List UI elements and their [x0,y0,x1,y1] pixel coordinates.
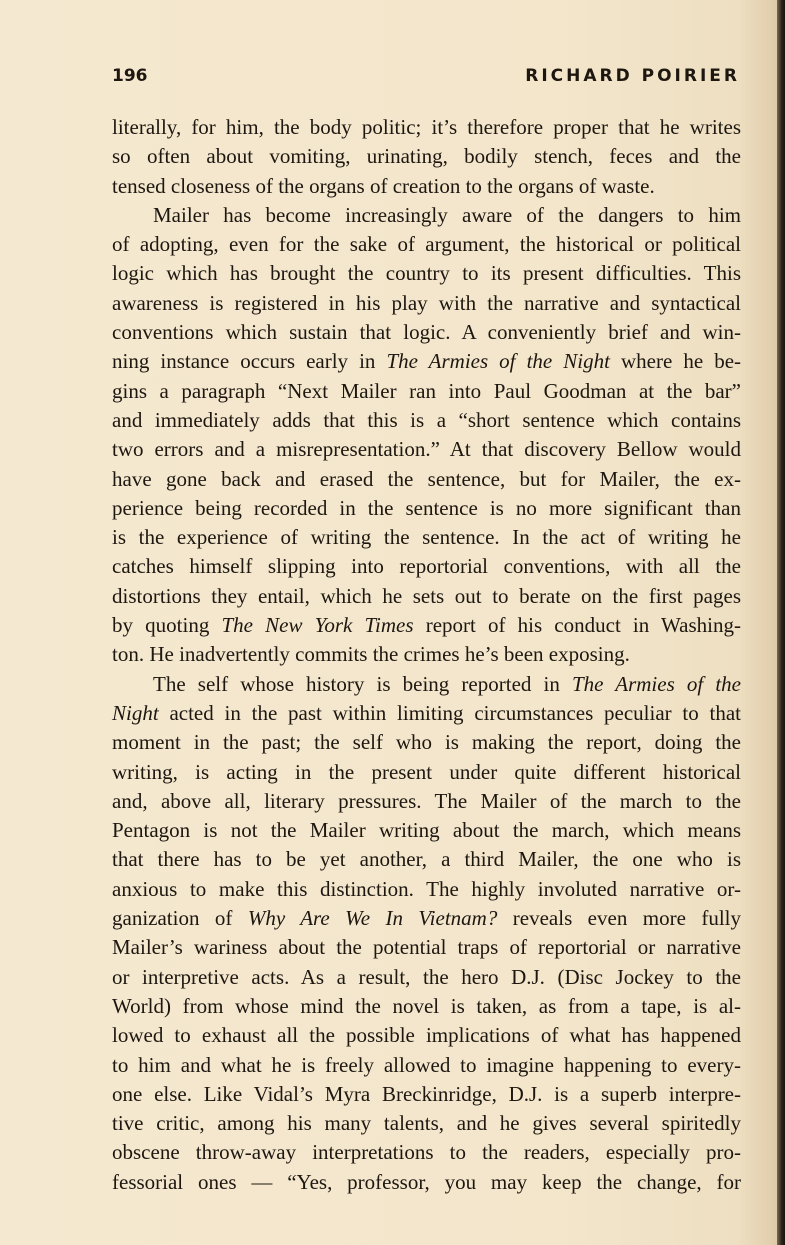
text-line: to him and what he is freely allowed to imagine happening to every- [112,1052,741,1077]
page-number: 196 [112,66,148,86]
text-run: report of his conduct in Washing- [413,613,742,638]
text-line: and immediately adds that this is a “short sentence which contains [112,407,741,432]
text-line: ton. He inadvertently commits the crimes he’s been exposing. [112,642,630,667]
book-title: Night [112,700,159,725]
text-line: that there has to be yet another, a third Mailer, the one who is [112,847,741,872]
text-line: anxious to make this distinction. The highly involuted narrative or- [112,876,741,901]
text-line [112,699,741,728]
text-line [112,670,741,699]
paragraph-3 [112,670,741,1197]
text-line: is the experience of writing the sentence. In the act of writing he [112,525,741,550]
text-line: fessorial ones — “Yes, professor, you may keep the change, for [112,1169,741,1194]
text-line: and, above all, literary pressures. The Mailer of the march to the [112,788,741,813]
paragraph-1 [112,113,741,201]
text-run: reveals even more fully [497,906,741,931]
text-line [112,904,741,933]
page-header [112,66,740,96]
text-line: catches himself slipping into reportorial conventions, with all the [112,554,741,579]
text-line: moment in the past; the self who is making the report, doing the [112,730,741,755]
text-run: ning instance occurs early in [112,349,387,374]
body-text [112,113,741,1197]
text-line: distortions they entail, which he sets out to berate on the first pages [112,583,741,608]
text-line: awareness is registered in his play with the narrative and syntactical [112,290,741,315]
newspaper-title: The New York Times [221,613,414,638]
text-line: logic which has brought the country to its present difficulties. This [112,261,741,286]
text-line: writing, is acting in the present under quite different historical [112,759,741,784]
text-line: or interpretive acts. As a result, the hero D.J. (Disc Jockey to the [112,964,741,989]
page-edge [777,0,785,1245]
book-title: The Armies of the Night [386,349,610,374]
text-line: tive critic, among his many talents, and he gives several spiritedly [112,1111,741,1136]
text-line: one else. Like Vidal’s Myra Breckinridge, D.J. is a superb interpre- [112,1081,741,1106]
text-run: The self whose history is being reported in [153,671,572,696]
text-line: literally, for him, the body politic; it’s therefore proper that he writes [112,115,741,139]
text-run: acted in the past within limiting circumstances peculiar to that [169,700,741,725]
text-line: gins a paragraph “Next Mailer ran into Paul Goodman at the bar” [112,378,741,403]
text-run: where he be- [609,349,742,374]
text-line: have gone back and erased the sentence, but for Mailer, the ex- [112,466,741,491]
text-line [112,347,741,376]
text-line: so often about vomiting, urinating, bodily stench, feces and the [112,144,741,169]
text-line: perience being recorded in the sentence is no more significant than [112,495,741,520]
book-title: The Armies of the [572,671,742,696]
text-line: obscene throw-away interpretations to the readers, especially pro- [112,1140,741,1165]
book-title: Why Are We In Vietnam? [247,906,498,931]
text-line: World) from whose mind the novel is taken, as from a tape, is al- [112,993,741,1018]
paragraph-2 [112,201,741,670]
text-line: tensed closeness of the organs of creation to the organs of waste. [112,173,655,198]
text-line: conventions which sustain that logic. A conveniently brief and win- [112,320,741,345]
text-line: of adopting, even for the sake of argument, the historical or political [112,232,741,257]
text-run: by quoting [112,613,222,638]
text-line: Mailer’s wariness about the potential traps of reportorial or narrative [112,935,741,960]
text-line: lowed to exhaust all the possible implications of what has happened [112,1023,741,1048]
text-line: Mailer has become increasingly aware of the dangers to him [153,202,741,227]
running-head: RICHARD POIRIER [525,66,740,86]
text-run: ganization of [112,906,248,931]
text-line: two errors and a misrepresentation.” At that discovery Bellow would [112,437,741,462]
text-line [112,611,741,640]
text-line: Pentagon is not the Mailer writing about the march, which means [112,818,741,843]
